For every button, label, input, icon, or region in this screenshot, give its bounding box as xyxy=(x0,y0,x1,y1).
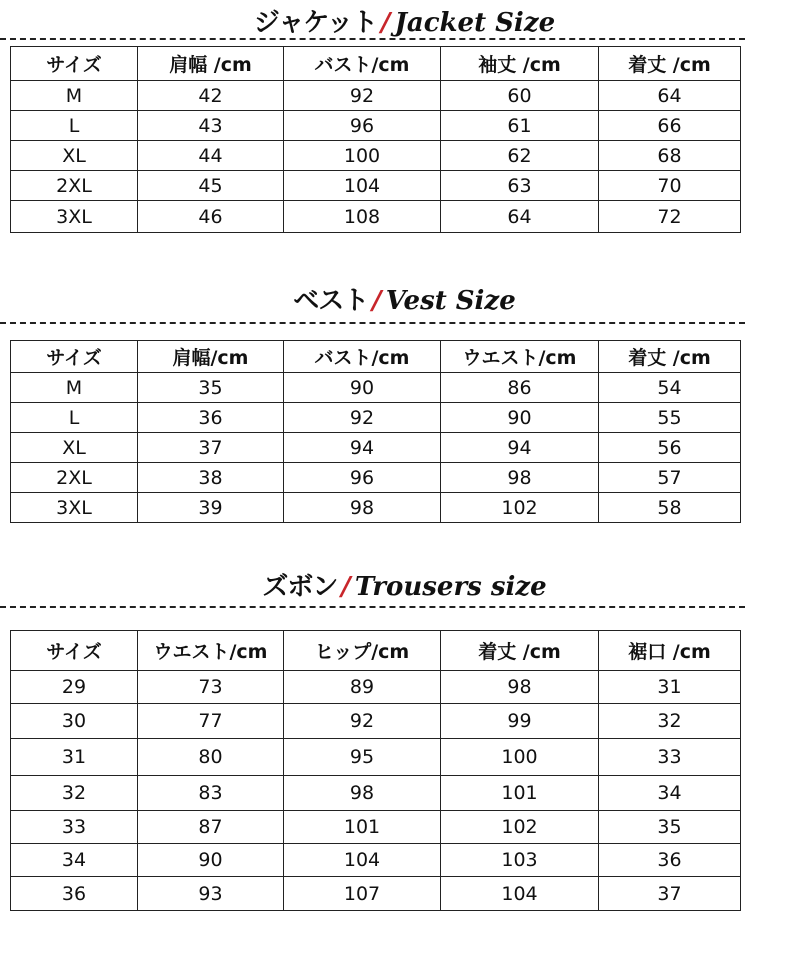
table-row xyxy=(11,811,741,844)
table-cell: 64 xyxy=(441,201,599,233)
table-cell: 35 xyxy=(599,811,741,844)
table-cell: 70 xyxy=(599,171,741,201)
table-cell: 44 xyxy=(138,141,284,171)
table-cell: XL xyxy=(11,433,138,463)
table-cell: 45 xyxy=(138,171,284,201)
table-cell: 103 xyxy=(441,844,599,877)
table-cell: 30 xyxy=(11,704,138,739)
jacket-title xyxy=(0,2,809,39)
vest-title-jp: ベスト xyxy=(293,286,369,316)
table-cell: 92 xyxy=(284,81,441,111)
table-cell: 66 xyxy=(599,111,741,141)
table-cell: 38 xyxy=(138,463,284,493)
column-header: 裾口 /cm xyxy=(599,631,741,671)
table-cell: 98 xyxy=(441,671,599,704)
table-cell: 93 xyxy=(138,877,284,911)
column-header: ヒップ/cm xyxy=(284,631,441,671)
table-cell: XL xyxy=(11,141,138,171)
table-cell: 108 xyxy=(284,201,441,233)
trousers-title xyxy=(0,566,809,603)
title-slash: / xyxy=(372,286,382,316)
table-cell: 37 xyxy=(599,877,741,911)
table-cell: 102 xyxy=(441,811,599,844)
trousers-title-en: Trousers size xyxy=(354,572,547,602)
column-header: サイズ xyxy=(11,341,138,373)
column-header: 肩幅/cm xyxy=(138,341,284,373)
table-row xyxy=(11,704,741,739)
table-cell: 2XL xyxy=(11,171,138,201)
table-cell: 3XL xyxy=(11,493,138,523)
table-cell: 2XL xyxy=(11,463,138,493)
column-header: サイズ xyxy=(11,631,138,671)
table-cell: 102 xyxy=(441,493,599,523)
jacket-title-en: Jacket Size xyxy=(394,8,556,38)
table-cell: 92 xyxy=(284,704,441,739)
table-row xyxy=(11,877,741,911)
vest-title xyxy=(0,280,809,317)
header-row xyxy=(11,631,741,671)
table-row xyxy=(11,111,741,141)
table-cell: 36 xyxy=(138,403,284,433)
table-cell: 63 xyxy=(441,171,599,201)
table-cell: 95 xyxy=(284,739,441,776)
column-header: バスト/cm xyxy=(284,341,441,373)
table-cell: 31 xyxy=(11,739,138,776)
title-slash: / xyxy=(341,572,351,602)
vest-size-table xyxy=(10,340,741,523)
table-cell: 36 xyxy=(11,877,138,911)
table-cell: 33 xyxy=(599,739,741,776)
table-row xyxy=(11,403,741,433)
table-cell: 35 xyxy=(138,373,284,403)
header-row xyxy=(11,47,741,81)
table-row xyxy=(11,844,741,877)
table-cell: 3XL xyxy=(11,201,138,233)
table-cell: 101 xyxy=(284,811,441,844)
table-row xyxy=(11,776,741,811)
table-row xyxy=(11,463,741,493)
table-cell: 99 xyxy=(441,704,599,739)
table-cell: 96 xyxy=(284,463,441,493)
table-cell: 56 xyxy=(599,433,741,463)
table-cell: 90 xyxy=(284,373,441,403)
table-cell: 86 xyxy=(441,373,599,403)
table-cell: 43 xyxy=(138,111,284,141)
table-row xyxy=(11,141,741,171)
table-cell: L xyxy=(11,111,138,141)
table-cell: 107 xyxy=(284,877,441,911)
table-cell: 34 xyxy=(11,844,138,877)
table-cell: 61 xyxy=(441,111,599,141)
column-header: 着丈 /cm xyxy=(441,631,599,671)
table-cell: 92 xyxy=(284,403,441,433)
table-cell: 89 xyxy=(284,671,441,704)
table-cell: M xyxy=(11,81,138,111)
table-cell: 36 xyxy=(599,844,741,877)
table-cell: 72 xyxy=(599,201,741,233)
table-cell: 54 xyxy=(599,373,741,403)
table-cell: 104 xyxy=(284,844,441,877)
trousers-size-table xyxy=(10,630,741,911)
column-header: 肩幅 /cm xyxy=(138,47,284,81)
table-cell: 98 xyxy=(284,493,441,523)
table-cell: 73 xyxy=(138,671,284,704)
table-cell: 94 xyxy=(284,433,441,463)
table-cell: 32 xyxy=(11,776,138,811)
table-row xyxy=(11,493,741,523)
table-cell: 98 xyxy=(441,463,599,493)
table-cell: 33 xyxy=(11,811,138,844)
jacket-title-jp: ジャケット xyxy=(253,8,378,38)
table-cell: 37 xyxy=(138,433,284,463)
table-cell: 34 xyxy=(599,776,741,811)
table-cell: 80 xyxy=(138,739,284,776)
table-cell: 39 xyxy=(138,493,284,523)
divider xyxy=(0,322,745,324)
table-cell: 100 xyxy=(284,141,441,171)
column-header: ウエスト/cm xyxy=(441,341,599,373)
table-row xyxy=(11,671,741,704)
table-cell: 94 xyxy=(441,433,599,463)
table-cell: 46 xyxy=(138,201,284,233)
column-header: サイズ xyxy=(11,47,138,81)
table-row xyxy=(11,81,741,111)
column-header: 着丈 /cm xyxy=(599,341,741,373)
table-cell: 77 xyxy=(138,704,284,739)
divider xyxy=(0,606,745,608)
table-cell: 58 xyxy=(599,493,741,523)
table-cell: 104 xyxy=(284,171,441,201)
table-cell: 31 xyxy=(599,671,741,704)
table-cell: 87 xyxy=(138,811,284,844)
table-cell: M xyxy=(11,373,138,403)
jacket-size-table xyxy=(10,46,741,233)
column-header: ウエスト/cm xyxy=(138,631,284,671)
table-cell: 101 xyxy=(441,776,599,811)
vest-title-en: Vest Size xyxy=(385,286,516,316)
column-header: 着丈 /cm xyxy=(599,47,741,81)
table-row xyxy=(11,739,741,776)
table-cell: 83 xyxy=(138,776,284,811)
table-cell: 32 xyxy=(599,704,741,739)
table-cell: 42 xyxy=(138,81,284,111)
table-cell: 55 xyxy=(599,403,741,433)
table-cell: 64 xyxy=(599,81,741,111)
table-cell: 90 xyxy=(441,403,599,433)
table-cell: 98 xyxy=(284,776,441,811)
column-header: 袖丈 /cm xyxy=(441,47,599,81)
table-cell: 62 xyxy=(441,141,599,171)
table-cell: 60 xyxy=(441,81,599,111)
column-header: バスト/cm xyxy=(284,47,441,81)
trousers-title-jp: ズボン xyxy=(262,572,338,602)
table-cell: 90 xyxy=(138,844,284,877)
table-cell: 57 xyxy=(599,463,741,493)
table-row xyxy=(11,201,741,233)
table-cell: 68 xyxy=(599,141,741,171)
title-slash: / xyxy=(381,8,391,38)
table-cell: L xyxy=(11,403,138,433)
table-row xyxy=(11,433,741,463)
table-cell: 100 xyxy=(441,739,599,776)
table-cell: 104 xyxy=(441,877,599,911)
table-row xyxy=(11,373,741,403)
header-row xyxy=(11,341,741,373)
table-cell: 96 xyxy=(284,111,441,141)
table-row xyxy=(11,171,741,201)
table-cell: 29 xyxy=(11,671,138,704)
divider xyxy=(0,38,745,40)
